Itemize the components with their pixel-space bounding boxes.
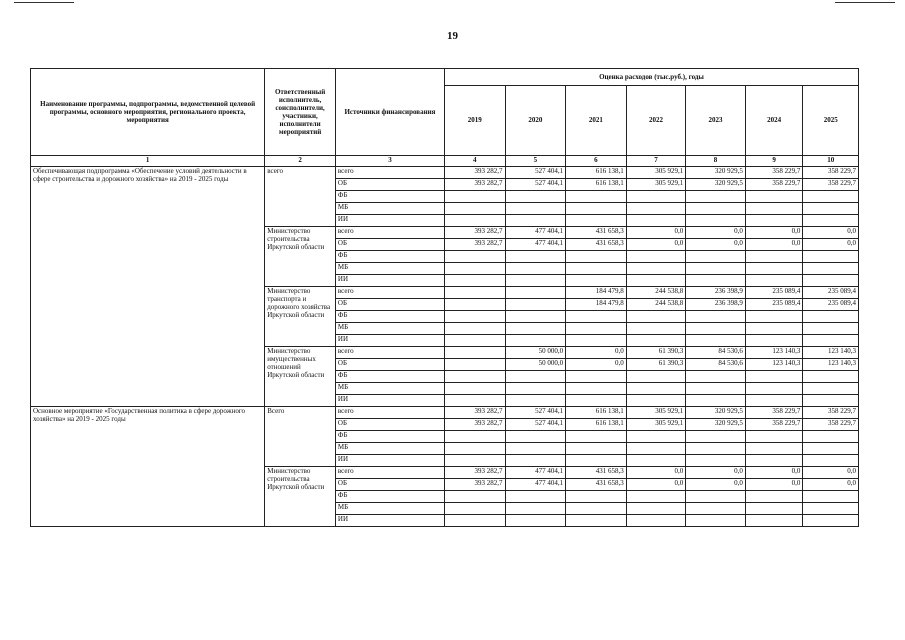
executor-cell: Всего: [265, 407, 336, 467]
value-cell: 244 538,8: [626, 299, 686, 311]
value-cell: [444, 491, 505, 503]
value-cell: [745, 311, 803, 323]
value-cell: 527 404,1: [505, 179, 566, 191]
column-number: 1: [31, 156, 265, 167]
value-cell: [566, 503, 627, 515]
value-cell: 477 404,1: [505, 239, 566, 251]
column-number: 10: [803, 156, 859, 167]
table-row: [31, 167, 859, 179]
value-cell: 305 929,1: [626, 167, 686, 179]
value-cell: [686, 275, 746, 287]
value-cell: [505, 395, 566, 407]
value-cell: 616 138,1: [566, 179, 627, 191]
value-cell: [444, 287, 505, 299]
value-cell: [566, 275, 627, 287]
funding-source-cell: МБ: [335, 263, 444, 275]
value-cell: 393 282,7: [444, 227, 505, 239]
value-cell: [566, 455, 627, 467]
value-cell: [566, 395, 627, 407]
scan-edge-line: [835, 2, 895, 3]
value-cell: 184 479,8: [566, 287, 627, 299]
value-cell: [803, 515, 859, 527]
value-cell: 305 929,1: [626, 407, 686, 419]
value-cell: 235 089,4: [803, 287, 859, 299]
value-cell: [444, 251, 505, 263]
value-cell: 0,0: [626, 239, 686, 251]
value-cell: 0,0: [745, 467, 803, 479]
value-cell: [444, 335, 505, 347]
value-cell: [444, 275, 505, 287]
value-cell: 236 398,9: [686, 287, 746, 299]
value-cell: 393 282,7: [444, 419, 505, 431]
funding-source-cell: ОБ: [335, 179, 444, 191]
value-cell: 123 140,3: [745, 359, 803, 371]
column-number: 5: [505, 156, 566, 167]
value-cell: 50 000,0: [505, 359, 566, 371]
value-cell: 431 658,3: [566, 467, 627, 479]
value-cell: 84 530,6: [686, 359, 746, 371]
value-cell: [745, 323, 803, 335]
value-cell: 61 390,3: [626, 359, 686, 371]
value-cell: [626, 515, 686, 527]
value-cell: [626, 263, 686, 275]
value-cell: 184 479,8: [566, 299, 627, 311]
value-cell: [505, 251, 566, 263]
value-cell: 0,0: [686, 239, 746, 251]
value-cell: [566, 383, 627, 395]
funding-source-cell: ОБ: [335, 419, 444, 431]
value-cell: [745, 263, 803, 275]
value-cell: 358 229,7: [745, 407, 803, 419]
value-cell: [803, 371, 859, 383]
value-cell: [505, 515, 566, 527]
value-cell: [626, 395, 686, 407]
funding-source-cell: ОБ: [335, 479, 444, 491]
value-cell: [626, 491, 686, 503]
value-cell: [686, 395, 746, 407]
value-cell: [626, 251, 686, 263]
value-cell: 0,0: [566, 359, 627, 371]
value-cell: 235 089,4: [745, 299, 803, 311]
value-cell: [803, 263, 859, 275]
value-cell: [444, 443, 505, 455]
funding-source-cell: ОБ: [335, 359, 444, 371]
value-cell: [505, 335, 566, 347]
header-year-2021: 2021: [566, 86, 627, 156]
value-cell: 0,0: [566, 347, 627, 359]
value-cell: 431 658,3: [566, 479, 627, 491]
value-cell: 358 229,7: [803, 167, 859, 179]
header-year-2022: 2022: [626, 86, 686, 156]
value-cell: [803, 395, 859, 407]
funding-source-cell: всего: [335, 287, 444, 299]
value-cell: [626, 455, 686, 467]
value-cell: [505, 491, 566, 503]
value-cell: 0,0: [803, 239, 859, 251]
value-cell: [626, 323, 686, 335]
value-cell: 393 282,7: [444, 467, 505, 479]
funding-source-cell: всего: [335, 167, 444, 179]
funding-source-cell: ИИ: [335, 215, 444, 227]
executor-cell: Министерство строительства Иркутской области: [265, 467, 336, 527]
header-year-2025: 2025: [803, 86, 859, 156]
executor-cell: всего: [265, 167, 336, 227]
funding-source-cell: ИИ: [335, 515, 444, 527]
executor-cell: Министерство транспорта и дорожного хозяйства Иркутской области: [265, 287, 336, 347]
value-cell: 358 229,7: [803, 407, 859, 419]
header-year-2020: 2020: [505, 86, 566, 156]
value-cell: [505, 443, 566, 455]
value-cell: [566, 515, 627, 527]
value-cell: 0,0: [686, 479, 746, 491]
value-cell: [505, 371, 566, 383]
executor-cell: Министерство строительства Иркутской области: [265, 227, 336, 287]
value-cell: [566, 335, 627, 347]
value-cell: [745, 383, 803, 395]
value-cell: 50 000,0: [505, 347, 566, 359]
value-cell: [626, 311, 686, 323]
value-cell: 477 404,1: [505, 227, 566, 239]
header-source-column: Источники финансирования: [335, 69, 444, 156]
value-cell: 393 282,7: [444, 239, 505, 251]
value-cell: 527 404,1: [505, 167, 566, 179]
value-cell: 477 404,1: [505, 479, 566, 491]
value-cell: 235 089,4: [803, 299, 859, 311]
value-cell: [505, 287, 566, 299]
value-cell: [686, 515, 746, 527]
value-cell: 320 929,5: [686, 407, 746, 419]
funding-source-cell: МБ: [335, 443, 444, 455]
value-cell: [745, 395, 803, 407]
value-cell: [444, 203, 505, 215]
value-cell: 393 282,7: [444, 179, 505, 191]
value-cell: [803, 275, 859, 287]
value-cell: [505, 311, 566, 323]
funding-source-cell: ОБ: [335, 299, 444, 311]
value-cell: [745, 491, 803, 503]
funding-source-cell: всего: [335, 227, 444, 239]
value-cell: [686, 311, 746, 323]
value-cell: [686, 383, 746, 395]
value-cell: 477 404,1: [505, 467, 566, 479]
value-cell: [505, 299, 566, 311]
value-cell: [444, 455, 505, 467]
value-cell: [505, 263, 566, 275]
value-cell: [686, 431, 746, 443]
table-body: [31, 167, 859, 527]
funding-source-cell: ИИ: [335, 335, 444, 347]
value-cell: [626, 275, 686, 287]
value-cell: [626, 383, 686, 395]
funding-source-cell: всего: [335, 467, 444, 479]
value-cell: [626, 371, 686, 383]
value-cell: [505, 503, 566, 515]
funding-source-cell: ФБ: [335, 371, 444, 383]
value-cell: [745, 455, 803, 467]
value-cell: 0,0: [626, 479, 686, 491]
value-cell: 320 929,5: [686, 419, 746, 431]
value-cell: [444, 395, 505, 407]
value-cell: [444, 191, 505, 203]
value-cell: [566, 215, 627, 227]
value-cell: 431 658,3: [566, 239, 627, 251]
expenditure-table: [30, 68, 859, 527]
value-cell: [566, 491, 627, 503]
funding-source-cell: ФБ: [335, 491, 444, 503]
value-cell: [803, 311, 859, 323]
value-cell: 123 140,3: [745, 347, 803, 359]
value-cell: 123 140,3: [803, 347, 859, 359]
value-cell: [566, 263, 627, 275]
value-cell: 616 138,1: [566, 407, 627, 419]
value-cell: [505, 275, 566, 287]
value-cell: [444, 311, 505, 323]
value-cell: [686, 263, 746, 275]
value-cell: [566, 251, 627, 263]
value-cell: 0,0: [686, 467, 746, 479]
funding-source-cell: МБ: [335, 203, 444, 215]
value-cell: [745, 371, 803, 383]
value-cell: [803, 335, 859, 347]
value-cell: [745, 203, 803, 215]
value-cell: [444, 347, 505, 359]
value-cell: 358 229,7: [745, 179, 803, 191]
funding-source-cell: МБ: [335, 323, 444, 335]
column-number: 3: [335, 156, 444, 167]
value-cell: 616 138,1: [566, 167, 627, 179]
funding-source-cell: ФБ: [335, 191, 444, 203]
funding-source-cell: ОБ: [335, 239, 444, 251]
value-cell: [686, 443, 746, 455]
value-cell: [626, 215, 686, 227]
value-cell: [444, 383, 505, 395]
funding-source-cell: ИИ: [335, 395, 444, 407]
value-cell: 235 089,4: [745, 287, 803, 299]
value-cell: [505, 215, 566, 227]
value-cell: [686, 503, 746, 515]
value-cell: [686, 335, 746, 347]
value-cell: [686, 323, 746, 335]
value-cell: [686, 455, 746, 467]
value-cell: 0,0: [803, 227, 859, 239]
value-cell: 0,0: [745, 479, 803, 491]
value-cell: [505, 431, 566, 443]
value-cell: [803, 203, 859, 215]
value-cell: 0,0: [745, 227, 803, 239]
funding-source-cell: МБ: [335, 503, 444, 515]
scan-edge-line: [14, 2, 74, 3]
program-name-cell: Основное мероприятие «Государственная политика в сфере дорожного хозяйства» на 2019 - 2025 годы: [31, 407, 265, 527]
value-cell: 123 140,3: [803, 359, 859, 371]
header-name-column: Наименование программы, подпрограммы, ведомственной целевой программы, основного мероприятия, регионального проекта, мероприятия: [31, 69, 265, 156]
value-cell: [686, 491, 746, 503]
value-cell: 358 229,7: [803, 419, 859, 431]
value-cell: [745, 443, 803, 455]
value-cell: 305 929,1: [626, 419, 686, 431]
value-cell: [444, 371, 505, 383]
funding-source-cell: всего: [335, 407, 444, 419]
column-numbers-row: [31, 156, 859, 167]
value-cell: [566, 443, 627, 455]
value-cell: 358 229,7: [745, 167, 803, 179]
value-cell: [803, 323, 859, 335]
funding-source-cell: ФБ: [335, 431, 444, 443]
value-cell: [745, 215, 803, 227]
value-cell: [566, 323, 627, 335]
value-cell: [745, 335, 803, 347]
header-estimate: Оценка расходов (тыс.руб.), годы: [444, 69, 858, 86]
value-cell: 393 282,7: [444, 479, 505, 491]
value-cell: [626, 203, 686, 215]
value-cell: [803, 443, 859, 455]
value-cell: [444, 515, 505, 527]
value-cell: [803, 251, 859, 263]
value-cell: [803, 455, 859, 467]
value-cell: [745, 515, 803, 527]
value-cell: [745, 275, 803, 287]
column-number: 9: [745, 156, 803, 167]
value-cell: [626, 191, 686, 203]
value-cell: [444, 359, 505, 371]
value-cell: 358 229,7: [803, 179, 859, 191]
value-cell: [505, 191, 566, 203]
value-cell: [686, 191, 746, 203]
value-cell: 527 404,1: [505, 407, 566, 419]
value-cell: [505, 203, 566, 215]
column-number: 4: [444, 156, 505, 167]
header-executor-column: Ответственный исполнитель, соисполнители, участники, исполнители мероприятий: [265, 69, 336, 156]
value-cell: [444, 215, 505, 227]
value-cell: 0,0: [745, 239, 803, 251]
value-cell: [626, 335, 686, 347]
value-cell: 0,0: [803, 467, 859, 479]
value-cell: [566, 431, 627, 443]
funding-source-cell: всего: [335, 347, 444, 359]
funding-source-cell: ФБ: [335, 311, 444, 323]
program-name-cell: Обеспечивающая подпрограмма «Обеспечение условий деятельности в сфере строительства и дорожного хозяйства» на 2019 - 2025 годы: [31, 167, 265, 407]
value-cell: 0,0: [626, 467, 686, 479]
value-cell: [505, 323, 566, 335]
value-cell: [803, 191, 859, 203]
value-cell: 431 658,3: [566, 227, 627, 239]
value-cell: [444, 503, 505, 515]
value-cell: [505, 455, 566, 467]
column-number: 8: [686, 156, 746, 167]
value-cell: 0,0: [626, 227, 686, 239]
value-cell: 84 530,6: [686, 347, 746, 359]
funding-source-cell: ИИ: [335, 275, 444, 287]
value-cell: [745, 431, 803, 443]
value-cell: [626, 431, 686, 443]
page-number: 19: [447, 30, 458, 42]
value-cell: 393 282,7: [444, 167, 505, 179]
value-cell: 527 404,1: [505, 419, 566, 431]
value-cell: 0,0: [686, 227, 746, 239]
value-cell: 305 929,1: [626, 179, 686, 191]
value-cell: [626, 443, 686, 455]
value-cell: [444, 431, 505, 443]
value-cell: 0,0: [803, 479, 859, 491]
value-cell: [566, 311, 627, 323]
value-cell: [803, 383, 859, 395]
value-cell: [803, 503, 859, 515]
header-year-2023: 2023: [686, 86, 746, 156]
value-cell: [803, 491, 859, 503]
value-cell: [686, 251, 746, 263]
value-cell: [686, 203, 746, 215]
value-cell: 616 138,1: [566, 419, 627, 431]
value-cell: [686, 371, 746, 383]
value-cell: [566, 371, 627, 383]
value-cell: 61 390,3: [626, 347, 686, 359]
value-cell: [566, 203, 627, 215]
value-cell: [686, 215, 746, 227]
table-row: [31, 407, 859, 419]
header-year-2019: 2019: [444, 86, 505, 156]
value-cell: [566, 191, 627, 203]
value-cell: [444, 323, 505, 335]
value-cell: [803, 215, 859, 227]
value-cell: [626, 503, 686, 515]
column-number: 7: [626, 156, 686, 167]
header-year-2024: 2024: [745, 86, 803, 156]
value-cell: [745, 503, 803, 515]
value-cell: [444, 263, 505, 275]
column-number: 2: [265, 156, 336, 167]
value-cell: [745, 251, 803, 263]
value-cell: 236 398,9: [686, 299, 746, 311]
value-cell: 393 282,7: [444, 407, 505, 419]
funding-source-cell: ФБ: [335, 251, 444, 263]
value-cell: [505, 383, 566, 395]
value-cell: 358 229,7: [745, 419, 803, 431]
executor-cell: Министерство имущественных отношений Иркутской области: [265, 347, 336, 407]
value-cell: 320 929,5: [686, 167, 746, 179]
value-cell: 244 538,8: [626, 287, 686, 299]
funding-source-cell: МБ: [335, 383, 444, 395]
value-cell: [745, 191, 803, 203]
value-cell: 320 929,5: [686, 179, 746, 191]
column-number: 6: [566, 156, 627, 167]
funding-source-cell: ИИ: [335, 455, 444, 467]
value-cell: [444, 299, 505, 311]
value-cell: [803, 431, 859, 443]
